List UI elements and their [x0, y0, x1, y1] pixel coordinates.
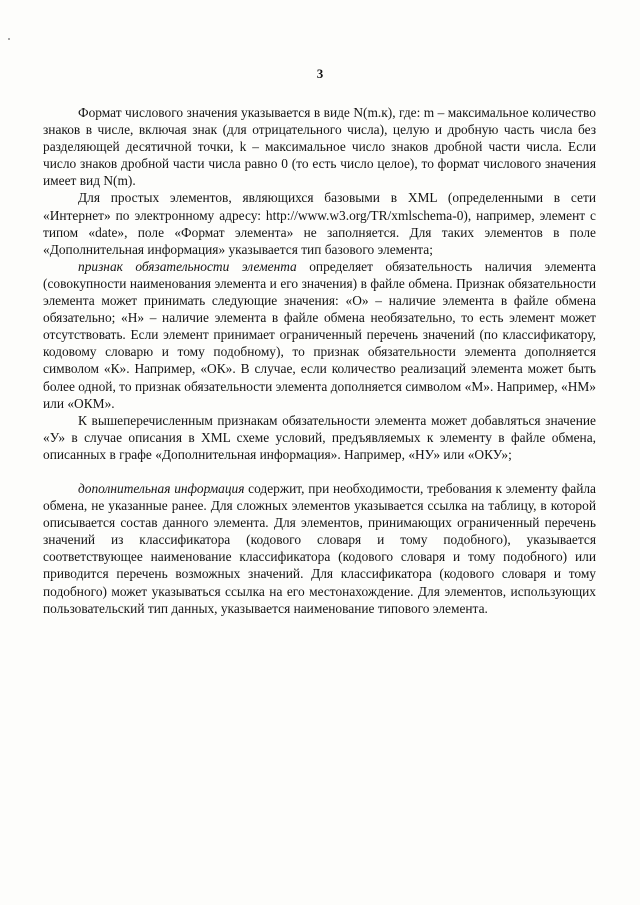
term-mandatory-sign: признак обязательности элемента — [78, 258, 297, 274]
paragraph-additional-info — [43, 480, 596, 617]
paragraph-condition-value: К вышеперечисленным признакам обязательности элемента может добавляться значение «У» в случае описания в XML схеме условий, предъявляемых к элементу в файле обмена, описанных в графе «Дополнительная информация». Например, «НУ» или «ОКУ»; — [43, 412, 596, 462]
paragraph-additional-info-text: содержит, при необходимости, требования к элементу файла обмена, не указанные ранее. Для сложных элементов указывается ссылка на таблицу, в которой описывается состав данного элемента. Для элементов, принимающих ограниченный перечень значений из классификатора (кодового словаря и тому подобного), указывается соответствующее наименование классификатора (кодового словаря и тому подобного) или приводится перечень возможных значений. Для классификатора (кодового словаря и тому подобного) может указываться ссылка на его местонахождение. Для элементов, использующих пользовательский тип данных, указывается наименование типового элемента. — [43, 480, 596, 616]
paragraph-base-elements: Для простых элементов, являющихся базовыми в XML (определенными в сети «Интернет» по электронному адресу: http://www.w3.org/TR/xmlschema-0), например, элемент с типом «date», поле «Формат элемента» не заполняется. Для таких элементов в поле «Дополнительная информация» указывается тип базового элемента; — [43, 190, 596, 257]
page-number: 3 — [316, 66, 324, 81]
term-additional-info: дополнительная информация — [78, 480, 245, 496]
scan-speck — [8, 38, 10, 40]
document-body — [43, 104, 596, 617]
paragraph-mandatory-sign-text: определяет обязательность наличия элемента (совокупности наименования элемента и его значения) в файле обмена. Признак обязательности элемента может принимать следующие значения: «О» – наличие элемента в файле обмена обязательно; «Н» – наличие элемента в файле обмена необязательно, то есть элемент может отсутствовать. Если элемент принимает ограниченный перечень значений (по классификатору, кодовому словарю и тому подобному), то признак обязательности элемента дополняется символом «К». Например, «ОК». В случае, если количество реализаций элемента может быть более одной, то признак обязательности элемента дополняется символом «М». Например, «НМ» или «ОКМ». — [43, 258, 596, 411]
paragraph-number-format: Формат числового значения указывается в виде N(m.к), где: m – максимальное количество знаков в числе, включая знак (для отрицательного числа), целую и дробную часть числа без разделяющей десятичной точки, k – максимальное число знаков дробной части числа. Если число знаков дробной части числа равно 0 (то есть число целое), то формат числового значения имеет вид N(m). — [43, 105, 596, 189]
paragraph-mandatory-sign — [43, 258, 596, 412]
